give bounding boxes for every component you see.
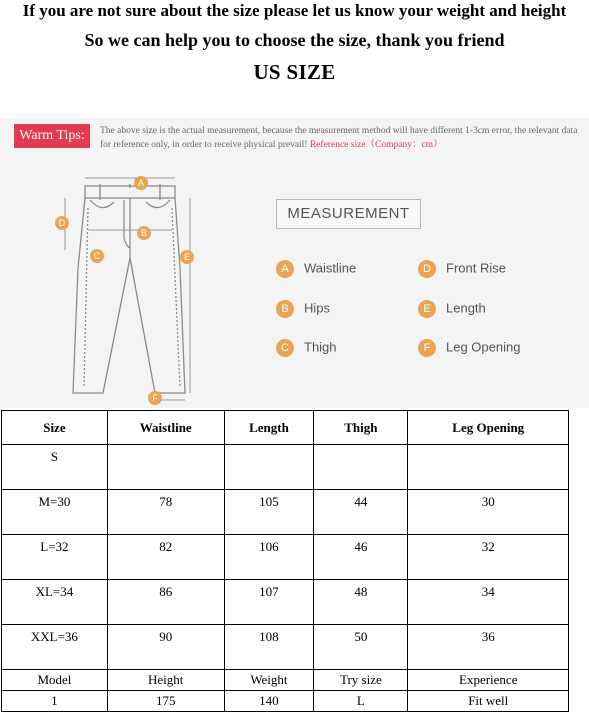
marker-f-letter: F bbox=[152, 393, 158, 403]
marker-d-letter: D bbox=[58, 218, 66, 228]
legend-thigh bbox=[276, 337, 337, 357]
cell-size: L=32 bbox=[2, 535, 108, 580]
notice-line-2: So we can help you to choose the size, thank you friend bbox=[84, 30, 505, 50]
legend-f-badge: F bbox=[418, 339, 436, 357]
legend-d-badge: D bbox=[418, 260, 436, 278]
marker-c-letter: C bbox=[93, 251, 101, 261]
header-leg-opening: Leg Opening bbox=[408, 411, 569, 445]
warm-tips-text bbox=[100, 124, 580, 152]
warm-tips-label: Warm Tips: bbox=[14, 124, 90, 148]
cell-length: 107 bbox=[224, 580, 314, 625]
pants-diagram bbox=[40, 168, 210, 408]
legend-leg-opening-label: Leg Opening bbox=[446, 339, 521, 355]
header-model: Model bbox=[2, 670, 108, 691]
measurement-title: MEASUREMENT bbox=[276, 199, 421, 229]
cell-thigh bbox=[314, 445, 408, 490]
cell-thigh: 44 bbox=[314, 490, 408, 535]
header-try-size: Try size bbox=[314, 670, 408, 691]
marker-e-badge bbox=[180, 250, 194, 264]
size-chart-table bbox=[1, 410, 569, 712]
header-length: Length bbox=[224, 411, 314, 445]
header-waistline: Waistline bbox=[107, 411, 224, 445]
cell-length: 105 bbox=[224, 490, 314, 535]
cell-size: S bbox=[2, 445, 108, 490]
legend-front-rise bbox=[418, 258, 506, 278]
header-experience: Experience bbox=[408, 670, 569, 691]
legend-hips bbox=[276, 298, 330, 318]
legend-e-badge: E bbox=[418, 300, 436, 318]
legend-length bbox=[418, 298, 486, 318]
cell-length: 106 bbox=[224, 535, 314, 580]
cell-waistline bbox=[107, 445, 224, 490]
model-header-row bbox=[2, 670, 569, 691]
cell-size: XXL=36 bbox=[2, 625, 108, 670]
legend-length-label: Length bbox=[446, 300, 486, 316]
table-row bbox=[2, 625, 569, 670]
marker-b-letter: B bbox=[140, 228, 148, 238]
cell-size: XL=34 bbox=[2, 580, 108, 625]
header-size: Size bbox=[2, 411, 108, 445]
reference-size-note: Reference size（Company：cm） bbox=[309, 140, 443, 150]
cell-waistline: 78 bbox=[107, 490, 224, 535]
cell-leg-opening: 30 bbox=[408, 490, 569, 535]
marker-a-letter: A bbox=[137, 178, 145, 188]
legend-waistline bbox=[276, 258, 356, 278]
us-size-title: US SIZE bbox=[253, 60, 336, 84]
cell-thigh: 46 bbox=[314, 535, 408, 580]
legend-waistline-label: Waistline bbox=[304, 260, 357, 276]
cell-model: 1 bbox=[2, 691, 108, 712]
cell-leg-opening: 34 bbox=[408, 580, 569, 625]
cell-waistline: 86 bbox=[107, 580, 224, 625]
cell-weight: 140 bbox=[224, 691, 314, 712]
table-row bbox=[2, 490, 569, 535]
legend-hips-label: Hips bbox=[304, 300, 331, 316]
legend-b-badge: B bbox=[276, 300, 294, 318]
marker-c-badge bbox=[90, 249, 104, 263]
cell-height: 175 bbox=[107, 691, 224, 712]
marker-b-badge bbox=[137, 226, 151, 240]
header-weight: Weight bbox=[224, 670, 314, 691]
header-thigh: Thigh bbox=[314, 411, 408, 445]
cell-leg-opening bbox=[408, 445, 569, 490]
notice-line-1: If you are not sure about the size please let us know your weight and height bbox=[22, 1, 567, 20]
cell-try-size: L bbox=[314, 691, 408, 712]
table-row bbox=[2, 580, 569, 625]
cell-leg-opening: 32 bbox=[408, 535, 569, 580]
legend-c-badge: C bbox=[276, 339, 294, 357]
warm-tips-body: The above size is the actual measurement, because the measurement method will have different 1-3cm error, the relevant data for reference only, in order to receive physical prevail! bbox=[100, 126, 578, 150]
cell-thigh: 48 bbox=[314, 580, 408, 625]
cell-length bbox=[224, 445, 314, 490]
marker-a-badge bbox=[134, 176, 148, 190]
table-row bbox=[2, 535, 569, 580]
cell-experience: Fit well bbox=[408, 691, 569, 712]
cell-thigh: 50 bbox=[314, 625, 408, 670]
legend-thigh-label: Thigh bbox=[304, 339, 337, 355]
legend-front-rise-label: Front Rise bbox=[446, 260, 506, 276]
cell-length: 108 bbox=[224, 625, 314, 670]
cell-leg-opening: 36 bbox=[408, 625, 569, 670]
marker-d-badge bbox=[55, 216, 69, 230]
model-row bbox=[2, 691, 569, 712]
header-height: Height bbox=[107, 670, 224, 691]
cell-size: M=30 bbox=[2, 490, 108, 535]
warm-tips-row bbox=[14, 124, 584, 154]
table-header-row bbox=[2, 411, 569, 445]
marker-e-letter: E bbox=[183, 252, 191, 262]
marker-f-badge bbox=[148, 391, 162, 405]
legend-leg-opening bbox=[418, 337, 520, 357]
table-row bbox=[2, 445, 569, 490]
cell-waistline: 90 bbox=[107, 625, 224, 670]
legend-a-badge: A bbox=[276, 260, 294, 278]
cell-waistline: 82 bbox=[107, 535, 224, 580]
